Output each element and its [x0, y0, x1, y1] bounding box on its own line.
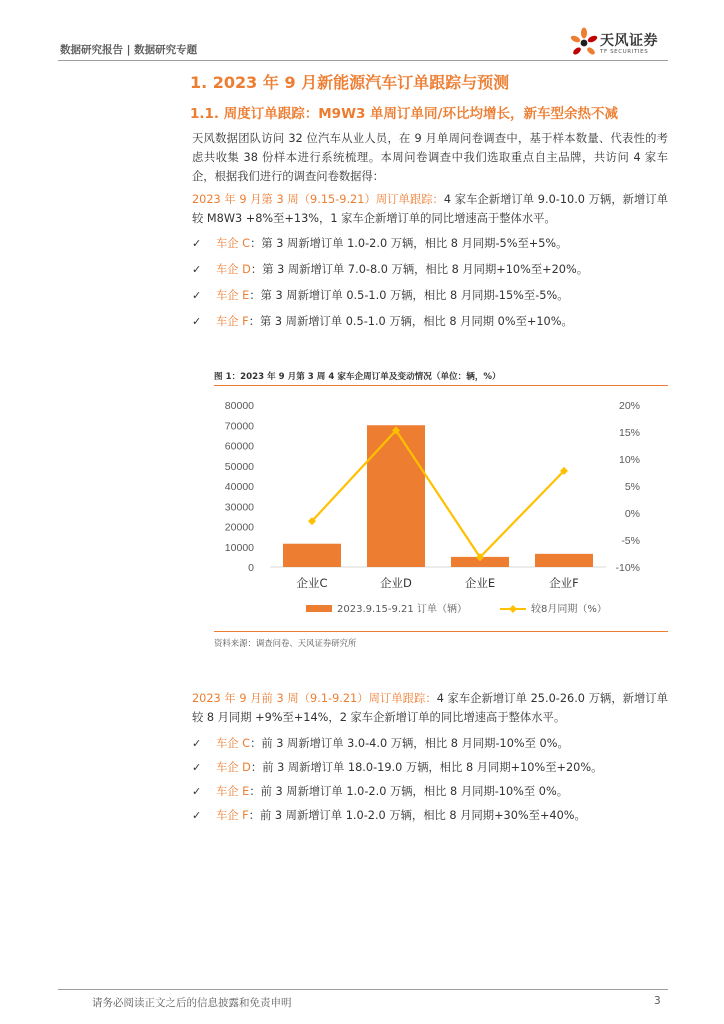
logo-name: 天风证券 [600, 33, 658, 49]
legend-line-label: 较8月同期（%） [531, 604, 607, 615]
y-right-tick-label: 10% [618, 454, 640, 466]
orders-combo-chart [214, 389, 668, 629]
ytd-summary-text: 4 家车企新增订单 25.0-26.0 万辆，新增订单较 8 月同期 +9%至+14%，2 家车企新增订单的同比增速高于整体水平。 [192, 692, 668, 724]
company-name: 车企 D [216, 263, 251, 276]
series-line [312, 430, 564, 557]
y-right-tick-label: 0% [624, 508, 640, 520]
y-left-tick-label: 0 [248, 562, 254, 574]
item-text: ：第 3 周新增订单 7.0-8.0 万辆，相比 8 月同期+10%至+20%。 [250, 263, 589, 276]
check-icon: ✓ [192, 785, 202, 798]
item-text: ：第 3 周新增订单 0.5-1.0 万辆，相比 8 月同期 0%至+10%。 [248, 315, 573, 328]
header-divider [58, 60, 668, 61]
y-left-tick-label: 40000 [224, 481, 254, 493]
footer-divider [58, 989, 668, 990]
logo-subtitle: TF SECURITIES [600, 49, 649, 55]
item-text: ：前 3 周新增订单 3.0-4.0 万辆，相比 8 月同期-10%至 0%。 [250, 737, 569, 750]
y-left-tick-label: 50000 [224, 460, 254, 473]
bar-企业F [535, 554, 593, 567]
y-left-tick-label: 30000 [224, 501, 254, 514]
item-text: ：第 3 周新增订单 0.5-1.0 万辆，相比 8 月同期-15%至-5%。 [249, 289, 569, 302]
intro-paragraph: 天风数据团队访问 32 位汽车从业人员，在 9 月单周问卷调查中，基于样本数量、代表性的考虑共收集 38 份样本进行系统梳理。本周问卷调查中我们选取重点自主品牌，共访问 4 家车企，根据我们进行的调查问卷数据得： [192, 132, 668, 183]
item-text: ：前 3 周新增订单 18.0-19.0 万辆，相比 8 月同期+10%至+20%。 [250, 761, 603, 774]
company-name: 车企 E [216, 289, 250, 302]
check-icon: ✓ [192, 237, 202, 250]
y-right-tick-label: 20% [618, 400, 640, 412]
figure-top-rule [214, 385, 668, 386]
check-icon: ✓ [192, 315, 202, 328]
bar-企业C [283, 544, 341, 567]
company-name: 车企 F [216, 809, 249, 822]
week3-summary [192, 190, 668, 228]
breadcrumb: 数据研究报告 | 数据研究专题 [60, 44, 198, 56]
figure-source: 资料来源：调查问卷、天风证券研究所 [214, 638, 357, 648]
figure-title: 图 1：2023 年 9 月第 3 周 4 家车企周订单及变动情况（单位：辆，%） [214, 372, 501, 382]
y-right-tick-label: 15% [618, 427, 640, 439]
company-name: 车企 C [216, 237, 251, 250]
x-tick-label: 企业D [380, 576, 412, 590]
ytd-summary [192, 689, 668, 727]
legend-bar-swatch [306, 605, 332, 612]
week3-summary-text: 4 家车企新增订单 9.0-10.0 万辆，新增订单较 M8W3 +8%至+13%，1 家车企新增订单的同比增速高于整体水平。 [192, 193, 668, 225]
logo-flower-icon [570, 26, 598, 60]
company-name: 车企 E [216, 785, 250, 798]
company-name: 车企 C [216, 737, 251, 750]
subsection-heading: 1.1. 周度订单跟踪：M9W3 单周订单同/环比均增长，新车型余热不减 [190, 106, 618, 122]
week3-summary-lead: 2023 年 9 月第 3 周（9.15-9.21）周订单跟踪： [192, 193, 444, 206]
figure-bottom-rule [214, 631, 668, 632]
x-tick-label: 企业E [464, 576, 496, 590]
item-text: ：第 3 周新增订单 1.0-2.0 万辆，相比 8 月同期-5%至+5%。 [250, 237, 568, 250]
company-name: 车企 D [216, 761, 251, 774]
y-right-tick-label: -5% [621, 535, 640, 547]
y-left-tick-label: 10000 [224, 541, 254, 554]
x-tick-label: 企业F [549, 576, 579, 590]
y-left-tick-label: 60000 [224, 440, 254, 453]
y-right-tick-label: 5% [624, 481, 640, 493]
bar-企业D [367, 425, 425, 567]
check-icon: ✓ [192, 737, 202, 750]
company-name: 车企 F [216, 315, 249, 328]
footer-disclaimer: 请务必阅读正文之后的信息披露和免责申明 [92, 997, 292, 1009]
check-icon: ✓ [192, 289, 202, 302]
page-number: 3 [654, 995, 661, 1007]
x-tick-label: 企业C [296, 576, 328, 590]
item-text: ：前 3 周新增订单 1.0-2.0 万辆，相比 8 月同期+30%至+40%。 [248, 809, 586, 822]
item-text: ：前 3 周新增订单 1.0-2.0 万辆，相比 8 月同期-10%至 0%。 [249, 785, 569, 798]
y-left-tick-label: 70000 [224, 420, 254, 433]
y-right-tick-label: -10% [615, 562, 640, 574]
check-icon: ✓ [192, 809, 202, 822]
company-logo [570, 26, 672, 60]
y-left-tick-label: 20000 [224, 521, 254, 534]
legend-line-marker [509, 605, 517, 613]
legend-bar-label: 2023.9.15-9.21 订单（辆） [337, 604, 467, 615]
y-left-tick-label: 80000 [224, 400, 254, 412]
ytd-summary-lead: 2023 年 9 月前 3 周（9.1-9.21）周订单跟踪： [192, 692, 437, 705]
check-icon: ✓ [192, 761, 202, 774]
check-icon: ✓ [192, 263, 202, 276]
section-heading: 1. 2023 年 9 月新能源汽车订单跟踪与预测 [190, 73, 510, 92]
